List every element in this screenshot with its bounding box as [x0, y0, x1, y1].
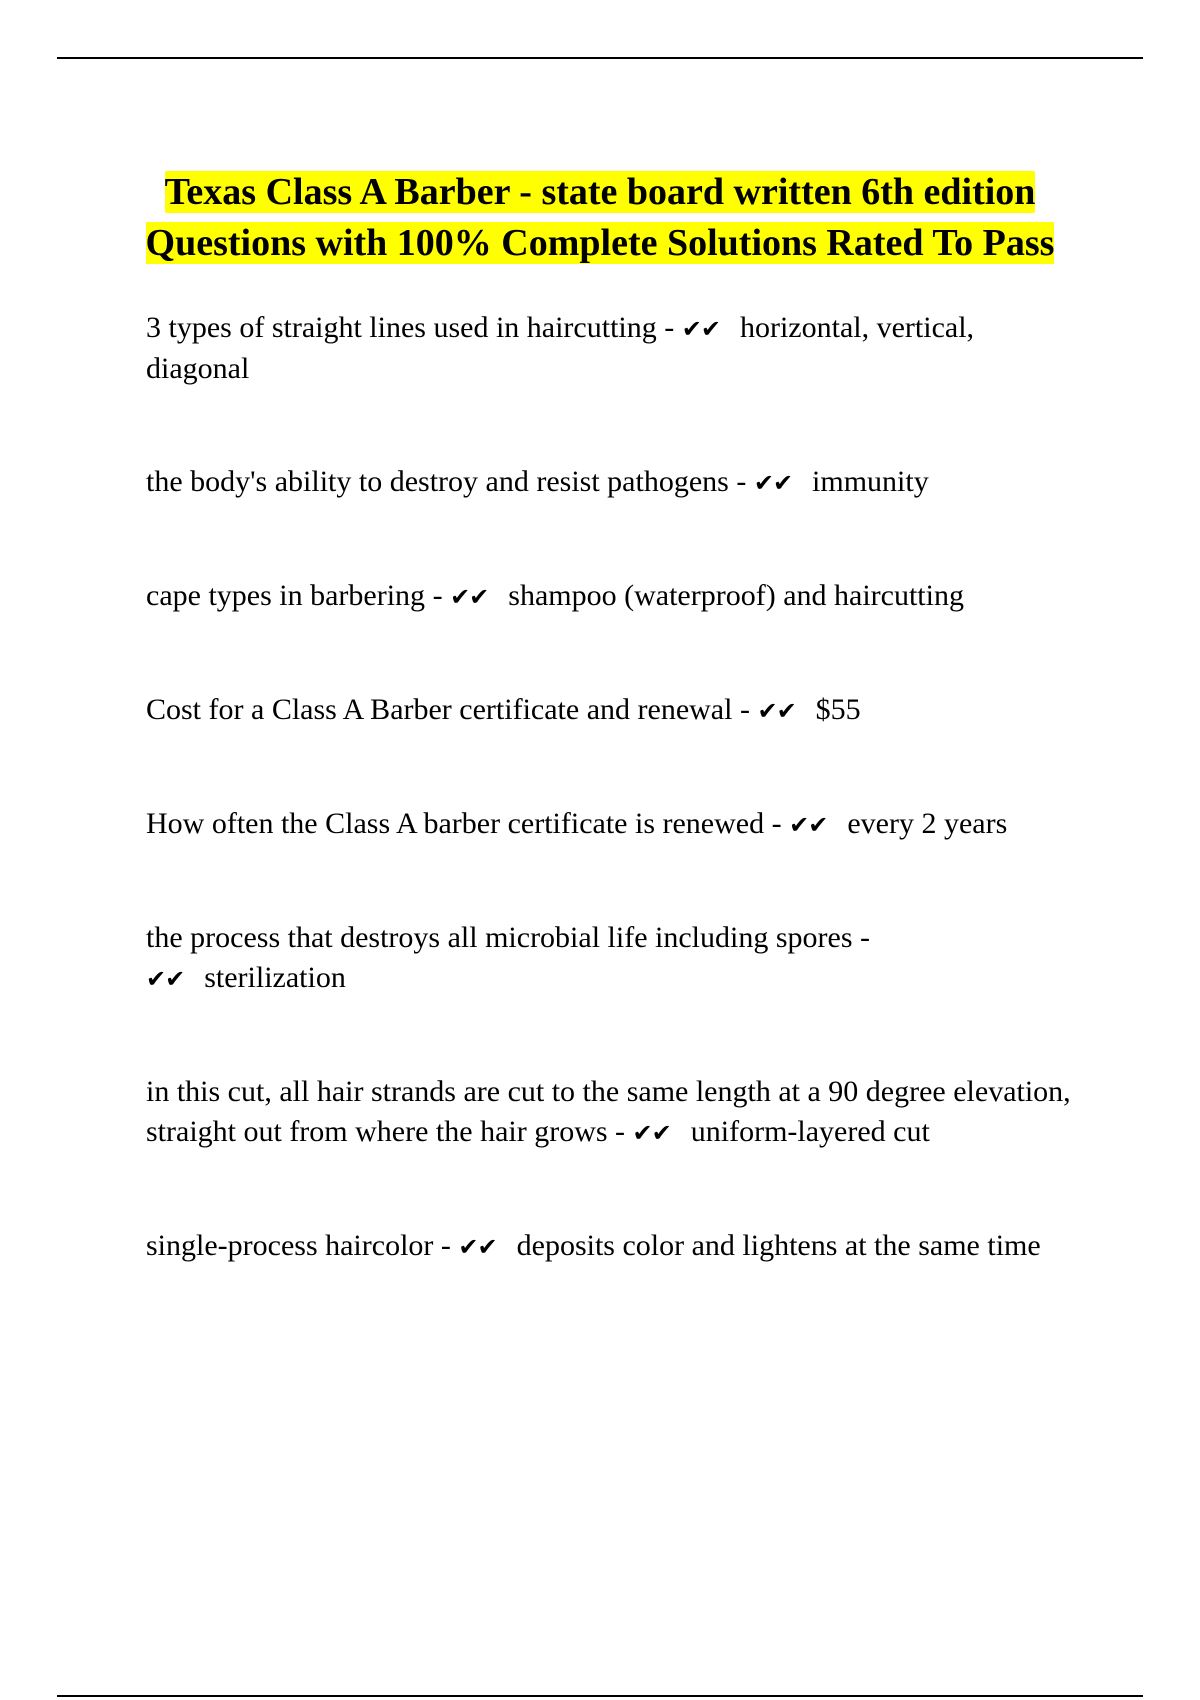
answer-text: shampoo (waterproof) and haircutting	[508, 579, 964, 612]
page-title	[100, 167, 1100, 269]
separator: -	[433, 1229, 459, 1262]
qa-item	[146, 462, 1076, 503]
question-text: cape types in barbering	[146, 579, 426, 612]
separator: -	[852, 921, 870, 954]
page-title-text: Texas Class A Barber - state board written 6th edition Questions with 100% Complete Solutions Rated To Pass	[145, 171, 1055, 265]
answer-text: uniform-layered cut	[690, 1115, 930, 1148]
separator: -	[732, 693, 758, 726]
double-check-icon: ✔✔	[450, 583, 489, 611]
double-check-icon: ✔✔	[789, 811, 828, 839]
separator: -	[728, 465, 754, 498]
double-check-icon: ✔✔	[681, 315, 720, 343]
question-text: the process that destroys all microbial life including spores	[146, 921, 853, 954]
answer-text: deposits color and lightens at the same time	[516, 1229, 1041, 1262]
bottom-rule	[57, 1695, 1143, 1697]
qa-item	[146, 690, 1076, 731]
separator: -	[607, 1115, 633, 1148]
question-text: How often the Class A barber certificate is renewed	[146, 807, 765, 840]
double-check-icon: ✔✔	[458, 1233, 497, 1261]
double-check-icon: ✔✔	[753, 469, 793, 497]
qa-item	[146, 918, 1076, 999]
double-check-icon: ✔✔	[757, 697, 796, 725]
question-text: in this cut, all hair strands are cut to the same length at a 90 degree elevation, straight out from where the hair grows	[146, 1075, 1071, 1148]
separator: -	[425, 579, 451, 612]
separator: -	[656, 311, 682, 344]
answer-text: $55	[815, 693, 861, 726]
question-text: 3 types of straight lines used in haircutting	[146, 311, 657, 344]
answer-text: sterilization	[204, 961, 346, 994]
double-check-icon: ✔✔	[632, 1119, 671, 1147]
answer-text: every 2 years	[847, 807, 1008, 840]
qa-item	[146, 576, 1076, 617]
answer-text: immunity	[812, 465, 929, 498]
qa-item	[146, 1072, 1076, 1153]
qa-item	[146, 804, 1076, 845]
answer-text: horizontal, vertical, diagonal	[146, 311, 975, 385]
qa-list	[146, 308, 1076, 1267]
question-text: the body's ability to destroy and resist pathogens	[146, 465, 729, 498]
qa-item	[146, 1226, 1076, 1267]
double-check-icon: ✔✔	[146, 965, 185, 993]
separator: -	[764, 807, 790, 840]
question-text: Cost for a Class A Barber certificate and renewal	[146, 693, 733, 726]
qa-item	[146, 308, 1076, 389]
top-rule	[57, 57, 1143, 59]
question-text: single-process haircolor	[146, 1229, 434, 1262]
